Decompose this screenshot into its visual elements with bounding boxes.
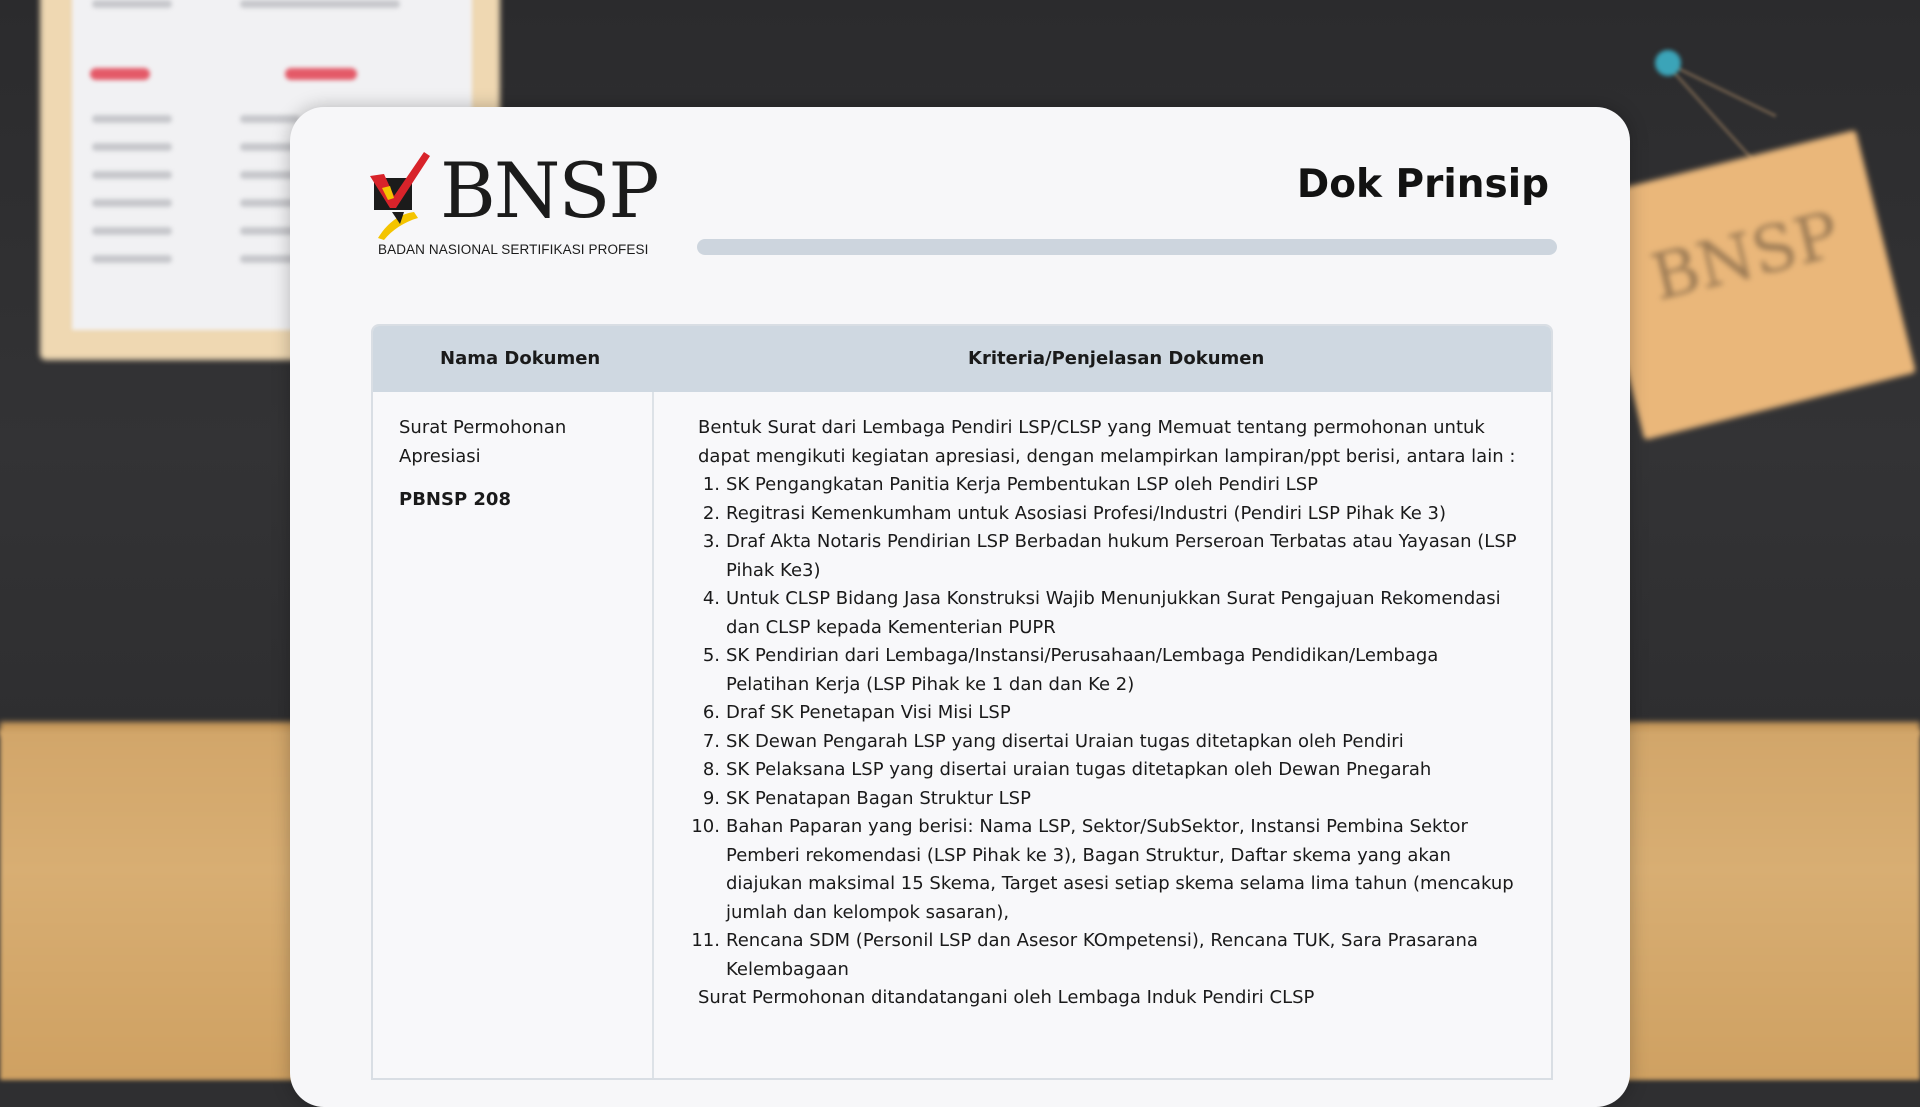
column-divider	[652, 392, 654, 1080]
background-line	[92, 171, 172, 179]
bnsp-logo	[370, 146, 658, 262]
list-item-number: 8.	[702, 759, 720, 780]
criteria-cell	[691, 414, 1518, 1013]
criteria-list	[691, 471, 1518, 984]
list-item	[691, 813, 1518, 927]
criteria-intro: Bentuk Surat dari Lembaga Pendiri LSP/CLSP yang Memuat tentang permohonan untuk dapat mengikuti kegiatan apresiasi, dengan melampirkan lampiran/ppt berisi, antara lain :	[698, 417, 1516, 467]
list-item-number: 1.	[702, 474, 720, 495]
list-item-text: Regitrasi Kemenkumham untuk Asosiasi Profesi/Industri (Pendiri LSP Pihak Ke 3)	[726, 502, 1446, 524]
list-item-number: 4.	[702, 588, 720, 609]
list-item-number: 6.	[702, 702, 720, 723]
list-item-text: SK Pengangkatan Panitia Kerja Pembentukan LSP oleh Pendiri LSP	[726, 474, 1318, 495]
list-item	[698, 642, 1518, 699]
list-item-text: Draf SK Penetapan Visi Misi LSP	[726, 702, 1011, 723]
list-item	[691, 927, 1518, 984]
title-underline-bar	[697, 239, 1557, 255]
list-item-text: Rencana SDM (Personil LSP dan Asesor KOmpetensi), Rencana TUK, Sara Prasarana Kelembagaan	[726, 930, 1478, 980]
bnsp-emblem-icon	[370, 152, 440, 242]
page-title: Dok Prinsip	[1296, 162, 1549, 207]
list-item-number: 5.	[702, 645, 720, 666]
background-line	[92, 143, 172, 151]
list-item-text: SK Pendirian dari Lembaga/Instansi/Perusahaan/Lembaga Pendidikan/Lembaga Pelatihan Kerja (LSP Pihak ke 1 dan dan Ke 2)	[726, 645, 1439, 695]
background-note-logo: BNSP	[1644, 198, 1847, 316]
list-item-number: 11.	[691, 930, 720, 951]
list-item-text: SK Pelaksana LSP yang disertai uraian tugas ditetapkan oleh Dewan Pnegarah	[726, 759, 1432, 780]
background-red-mark	[90, 68, 150, 80]
background-line	[240, 0, 400, 8]
criteria-closing: Surat Permohonan ditandatangani oleh Lembaga Induk Pendiri CLSP	[698, 987, 1315, 1008]
column-header-criteria: Kriteria/Penjelasan Dokumen	[968, 348, 1265, 369]
list-item-number: 3.	[702, 531, 720, 552]
list-item-text: Bahan Paparan yang berisi: Nama LSP, Sektor/SubSektor, Instansi Pembina Sektor Pemberi rekomendasi (LSP Pihak ke 3), Bagan Struktur, Daftar skema yang akan diajukan maksimal 15 Skema, Target asesi setiap skema selama lima tahun (mencakup jumlah dan kelompok sasaran),	[726, 816, 1514, 923]
list-item	[698, 500, 1518, 529]
list-item	[698, 471, 1518, 500]
background-line	[92, 0, 172, 8]
document-code: PBNSP 208	[399, 489, 511, 510]
bnsp-wordmark: BNSP	[440, 146, 658, 235]
document-name-cell	[399, 414, 639, 510]
list-item	[698, 728, 1518, 757]
column-header-name: Nama Dokumen	[440, 348, 601, 369]
pushpin-icon	[1655, 50, 1681, 76]
document-name: Surat Permohonan Apresiasi	[399, 417, 567, 467]
background-line	[240, 115, 300, 123]
document-table	[371, 324, 1553, 1080]
list-item	[698, 585, 1518, 642]
list-item-text: Draf Akta Notaris Pendirian LSP Berbadan hukum Perseroan Terbatas atau Yayasan (LSP Pihak Ke3)	[726, 531, 1517, 581]
background-line	[92, 115, 172, 123]
background-line	[92, 227, 172, 235]
table-header	[373, 326, 1551, 392]
bnsp-tagline: BADAN NASIONAL SERTIFIKASI PROFESI	[378, 242, 649, 257]
background-line	[92, 199, 172, 207]
list-item-number: 9.	[702, 787, 720, 809]
list-item	[698, 756, 1518, 785]
list-item	[698, 785, 1518, 814]
background-red-mark	[285, 68, 357, 80]
list-item-number: 2.	[702, 502, 720, 524]
background-line	[92, 255, 172, 263]
list-item	[698, 699, 1518, 728]
list-item-text: Untuk CLSP Bidang Jasa Konstruksi Wajib Menunjukkan Surat Pengajuan Rekomendasi dan CLSP kepada Kementerian PUPR	[726, 588, 1501, 638]
list-item-number: 10.	[691, 816, 720, 837]
list-item-text: SK Dewan Pengarah LSP yang disertai Uraian tugas ditetapkan oleh Pendiri	[726, 730, 1404, 752]
list-item-number: 7.	[702, 730, 720, 752]
list-item-text: SK Penatapan Bagan Struktur LSP	[726, 787, 1031, 809]
list-item	[698, 528, 1518, 585]
